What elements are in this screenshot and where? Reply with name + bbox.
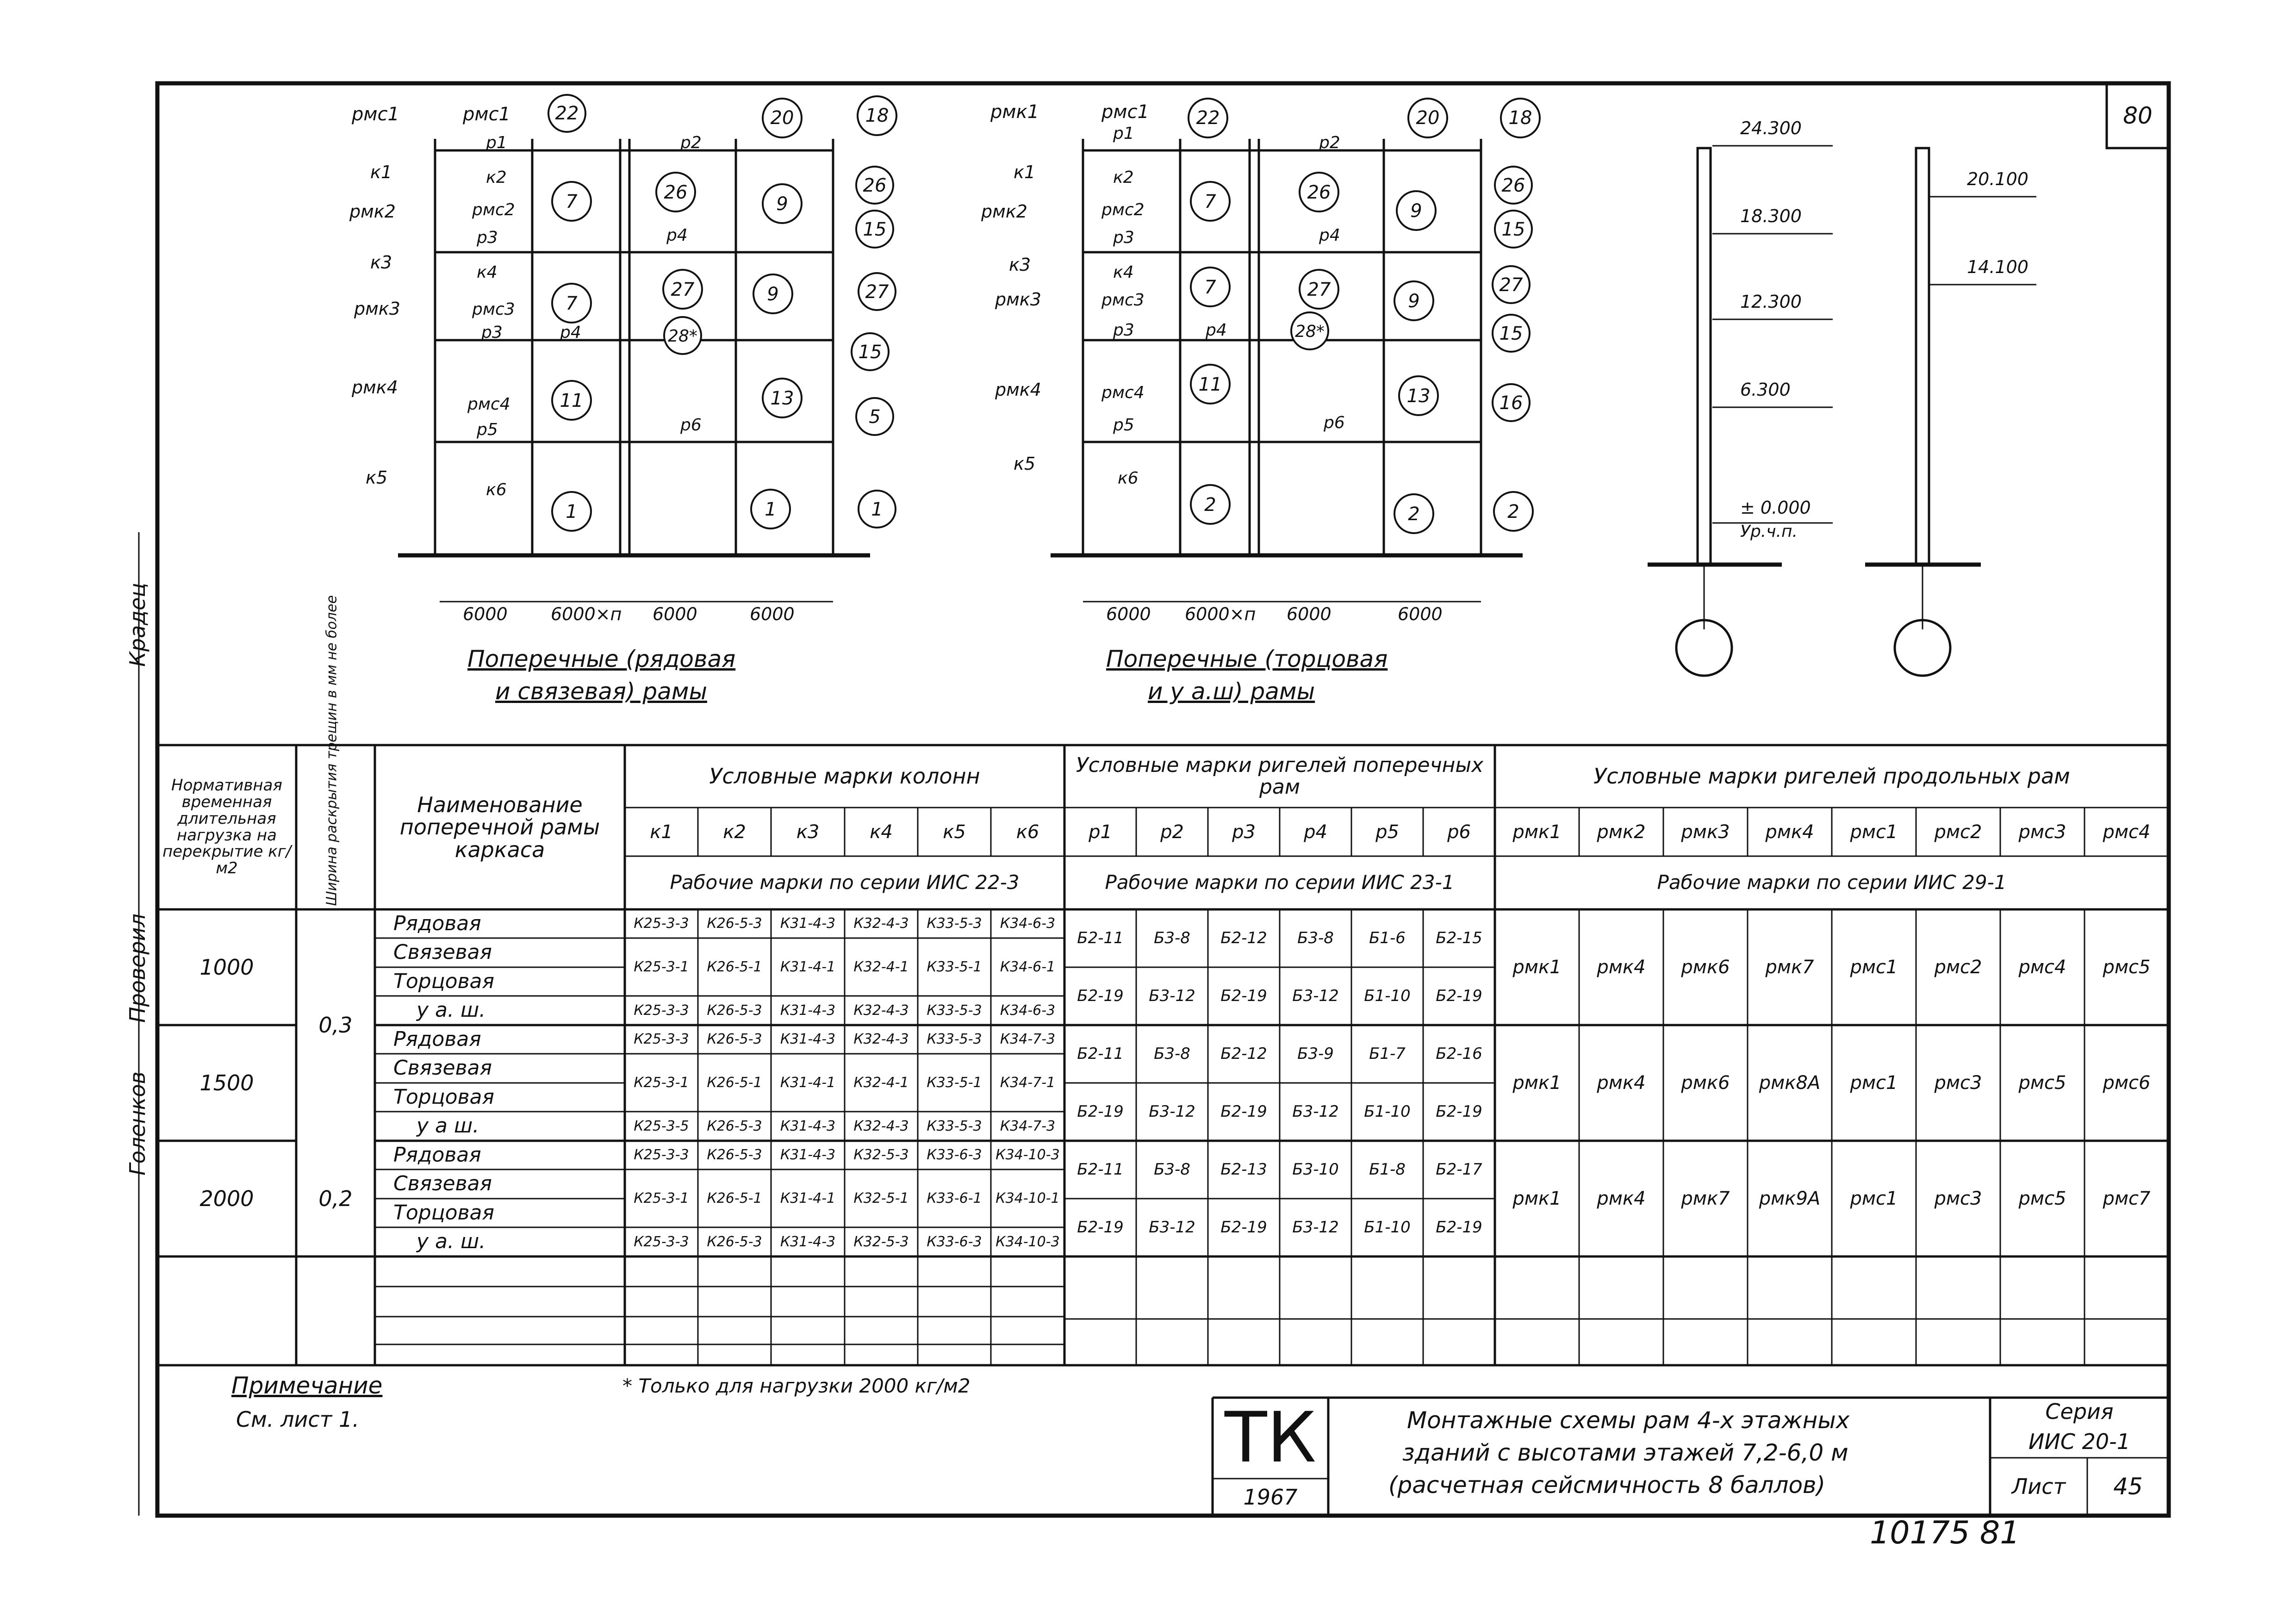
end-frame-caption-2: и у а.ш) рамы	[1148, 678, 1315, 705]
crossbar-working-mark: Б2-19	[1220, 1218, 1267, 1237]
member-mark: рмс3	[472, 300, 515, 319]
column-mark: к3	[370, 252, 392, 273]
column-working-mark: К33-5-1	[927, 958, 982, 975]
crossbar-working-mark: Б2-11	[1077, 1160, 1124, 1179]
longitudinal-working-mark: рмс2	[1934, 957, 1982, 978]
col-mark-header: к1	[650, 821, 673, 843]
column-working-mark: К34-10-3	[996, 1233, 1060, 1250]
bubble-number: 22	[555, 103, 579, 124]
frame-mark: рмс1	[463, 104, 511, 125]
frame-name: у а ш.	[417, 1114, 479, 1138]
long-mark-header: рмс3	[2018, 821, 2066, 843]
bubble-number: 9	[1408, 291, 1420, 312]
bar-mark-header: р2	[1160, 821, 1184, 843]
header-crossbars-series: Рабочие марки по серии ИИС 23-1	[1105, 871, 1455, 894]
header-frame-name: Наименование поперечной рамы каркаса	[399, 792, 600, 862]
column-working-mark: К34-10-3	[996, 1147, 1060, 1163]
member-mark: р4	[1319, 226, 1340, 245]
long-mark-header: рмк3	[1681, 821, 1730, 843]
frame-mark: рмк1	[990, 101, 1039, 123]
load-value: 2000	[199, 1186, 254, 1211]
bubble-number: 11	[560, 390, 584, 411]
longitudinal-working-mark: рмс4	[2018, 957, 2066, 978]
drawing-title-3: (расчетная сейсмичность 8 баллов)	[1388, 1472, 1826, 1499]
member-mark: к6	[1118, 469, 1139, 488]
long-mark-header: рмк1	[1512, 821, 1562, 843]
crossbar-working-mark: Б2-19	[1436, 986, 1482, 1005]
member-mark: р4	[560, 323, 581, 342]
bubble-number: 11	[1198, 374, 1222, 395]
bubble-number: 13	[770, 388, 794, 409]
column-working-mark: К33-5-3	[927, 1118, 982, 1134]
bar-mark-header: р5	[1375, 821, 1399, 843]
side-label: Проверил	[125, 914, 150, 1023]
crossbar-working-mark: Б2-19	[1436, 1102, 1482, 1121]
column-working-mark: К31-4-1	[780, 958, 836, 975]
column-working-mark: К31-4-1	[780, 1074, 836, 1091]
bubble-number: 28*	[668, 327, 697, 346]
long-mark-header: рмс4	[2103, 821, 2151, 843]
bubble-number: 20	[1416, 107, 1440, 129]
longitudinal-working-mark: рмс3	[1934, 1072, 1982, 1094]
column-working-mark: К31-4-3	[780, 1031, 836, 1048]
bubble-number: 1	[871, 499, 883, 520]
member-mark: р6	[680, 416, 702, 435]
member-mark: рмс2	[1101, 200, 1145, 219]
header-columns-series: Рабочие марки по серии ИИС 22-3	[670, 871, 1020, 894]
column-mark: рмк2	[981, 201, 1027, 222]
member-mark: р1	[486, 133, 507, 152]
column-working-mark: К34-6-3	[1000, 915, 1056, 932]
bubble-number: 13	[1406, 386, 1431, 407]
member-mark: рмс3	[1101, 291, 1145, 310]
long-mark-header: рмк2	[1597, 821, 1646, 843]
column-working-mark: К26-5-3	[707, 1031, 762, 1048]
column-working-mark: К26-5-1	[707, 1074, 762, 1091]
crossbar-working-mark: Б3-12	[1149, 1102, 1195, 1121]
frame-name: Рядовая	[393, 1143, 481, 1167]
column-working-mark: К33-6-3	[927, 1233, 982, 1250]
column-working-mark: К33-6-1	[927, 1190, 982, 1206]
column-mark: к3	[1009, 255, 1031, 275]
series-label: Серия	[2045, 1399, 2114, 1424]
longitudinal-working-mark: рмк1	[1512, 1072, 1562, 1094]
column-working-mark: К25-3-3	[634, 1031, 689, 1048]
column-working-mark: К33-5-3	[927, 1002, 982, 1019]
longitudinal-working-mark: рмк7	[1765, 957, 1814, 978]
series-value: ИИС 20-1	[2028, 1429, 2130, 1454]
column-working-mark: К25-3-3	[634, 1002, 689, 1019]
member-mark: р4	[666, 226, 688, 245]
member-mark: к4	[477, 263, 498, 282]
frame-name: Связевая	[393, 1056, 492, 1080]
longitudinal-working-mark: рмс1	[1850, 1072, 1898, 1094]
member-mark: р2	[1319, 133, 1340, 152]
column-mark: к1	[1014, 162, 1036, 182]
crossbar-working-mark: Б2-11	[1077, 1044, 1124, 1063]
crossbar-working-mark: Б2-19	[1220, 986, 1267, 1005]
crossbar-working-mark: Б3-10	[1292, 1160, 1339, 1179]
bar-mark-header: р6	[1447, 821, 1471, 843]
footnote: * Только для нагрузки 2000 кг/м2	[622, 1374, 971, 1397]
header-load: Нормативная временная длительная нагрузка на перекрытие кг/м2	[162, 776, 292, 877]
elevation-mark: 12.300	[1740, 292, 1802, 312]
bubble-number: 1	[765, 499, 777, 520]
column-working-mark: К26-5-3	[707, 1147, 762, 1163]
longitudinal-working-mark: рмк6	[1681, 1072, 1730, 1094]
dimension: 6000×п	[1185, 604, 1256, 624]
crossbar-working-mark: Б3-12	[1149, 986, 1195, 1005]
longitudinal-working-mark: рмк4	[1597, 1072, 1646, 1094]
crossbar-working-mark: Б2-19	[1077, 1102, 1124, 1121]
side-label: Голенков	[125, 1071, 150, 1175]
crossbar-working-mark: Б2-19	[1220, 1102, 1267, 1121]
side-label: Крадец	[125, 583, 150, 667]
longitudinal-working-mark: рмс6	[2103, 1072, 2151, 1094]
column-working-mark: К25-3-1	[634, 1190, 689, 1206]
sheet-value: 45	[2113, 1473, 2143, 1500]
column-working-mark: К31-4-3	[780, 1118, 836, 1134]
elevation-mark: Ур.ч.п.	[1740, 522, 1798, 541]
bar-mark-header: р4	[1304, 821, 1327, 843]
header-crack-width: Ширина раскрытия трещин в мм не более	[324, 595, 340, 906]
bubble-number: 9	[1410, 200, 1422, 222]
bubble-number: 26	[1501, 175, 1525, 196]
bubble-number: 9	[776, 193, 788, 215]
column-working-mark: К33-5-3	[927, 915, 982, 932]
row-frame-caption-2: и связевая) рамы	[495, 678, 707, 705]
header-crossbars: Условные марки ригелей поперечных рам	[1076, 753, 1484, 799]
sheet-label: Лист	[2011, 1474, 2066, 1499]
dimension: 6000	[1287, 604, 1332, 624]
elevation-mark: ± 0.000	[1740, 497, 1811, 518]
crossbar-working-mark: Б1-6	[1369, 928, 1406, 947]
column-working-mark: К25-3-1	[634, 958, 689, 975]
member-mark: р1	[1113, 124, 1134, 143]
bubble-number: 26	[863, 175, 887, 196]
archive-stamp: 10175 81	[1870, 1515, 2020, 1551]
bubble-number: 7	[1204, 191, 1216, 212]
bubble-number: 7	[1204, 277, 1216, 298]
col-mark-header: к3	[796, 821, 820, 843]
drawing-title-2: зданий с высотами этажей 7,2-6,0 м	[1402, 1439, 1848, 1466]
logo-tk: ТК	[1224, 1397, 1317, 1478]
dimension: 6000	[1106, 604, 1151, 624]
bubble-number: 27	[1499, 274, 1523, 296]
bubble-number: 15	[1501, 219, 1525, 240]
column-mark: рмк3	[354, 298, 400, 319]
column-working-mark: К33-6-3	[927, 1147, 982, 1163]
end-frame-caption-1: Поперечные (торцовая	[1106, 646, 1388, 672]
frame-mark: рмс1	[1101, 101, 1150, 123]
dimension: 6000	[750, 604, 795, 624]
frame-name: Рядовая	[393, 1027, 481, 1051]
column-working-mark: К32-5-1	[853, 1190, 909, 1206]
column-working-mark: К32-4-1	[853, 958, 909, 975]
member-mark: р5	[1113, 416, 1134, 435]
member-mark: к4	[1113, 263, 1134, 282]
bubble-number: 2	[1408, 504, 1420, 525]
frame-mark: рмс1	[352, 104, 400, 125]
column-working-mark: К26-5-3	[707, 1002, 762, 1019]
bubble-number: 7	[566, 191, 578, 212]
member-mark: к6	[486, 480, 507, 499]
crossbar-working-mark: Б1-10	[1364, 1102, 1411, 1121]
column-mark: к1	[370, 162, 392, 182]
column-working-mark: К31-4-1	[780, 1190, 836, 1206]
crossbar-working-mark: Б1-10	[1364, 1218, 1411, 1237]
crossbar-working-mark: Б2-15	[1436, 928, 1482, 947]
dimension: 6000×п	[551, 604, 622, 624]
crossbar-working-mark: Б2-17	[1436, 1160, 1482, 1179]
dimension: 6000	[463, 604, 508, 624]
bar-mark-header: р1	[1089, 821, 1112, 843]
longitudinal-working-mark: рмс5	[2018, 1188, 2066, 1209]
longitudinal-working-mark: рмк1	[1512, 1188, 1562, 1209]
elevation-mark: 20.100	[1967, 169, 2028, 189]
longitudinal-working-mark: рмк9А	[1759, 1188, 1821, 1209]
crossbar-working-mark: Б1-10	[1364, 986, 1411, 1005]
longitudinal-working-mark: рмк7	[1681, 1188, 1730, 1209]
bubble-number: 2	[1204, 494, 1216, 516]
column-working-mark: К25-3-5	[634, 1118, 689, 1134]
member-mark: рмс2	[472, 200, 515, 219]
elevation-mark: 6.300	[1740, 379, 1791, 400]
member-mark: р2	[680, 133, 702, 152]
column-mark: рмк3	[995, 289, 1041, 310]
crossbar-working-mark: Б3-12	[1292, 1102, 1339, 1121]
header-longitudinal: Условные марки ригелей продольных рам	[1593, 764, 2070, 789]
column-working-mark: К32-4-3	[853, 1031, 909, 1048]
column-working-mark: К34-7-3	[1000, 1031, 1056, 1048]
load-value: 1000	[199, 954, 254, 980]
header-longitudinal-series: Рабочие марки по серии ИИС 29-1	[1657, 871, 2007, 894]
column-working-mark: К26-5-3	[707, 1233, 762, 1250]
member-mark: р3	[481, 323, 503, 342]
col-mark-header: к4	[870, 821, 893, 843]
frame-name: Торцовая	[393, 969, 494, 993]
row-frame-caption-1: Поперечные (рядовая	[467, 646, 736, 672]
column-working-mark: К32-4-1	[853, 1074, 909, 1091]
longitudinal-working-mark: рмк1	[1512, 957, 1562, 978]
member-mark: рмс4	[467, 395, 510, 414]
bubble-number: 22	[1196, 107, 1220, 129]
column-working-mark: К26-5-1	[707, 958, 762, 975]
column-working-mark: К33-5-1	[927, 1074, 982, 1091]
column-working-mark: К31-4-3	[780, 1233, 836, 1250]
column-working-mark: К32-4-3	[853, 915, 909, 932]
elevation-mark: 18.300	[1740, 206, 1802, 226]
frame-name: Рядовая	[393, 911, 481, 935]
column-mark: к5	[1014, 454, 1036, 474]
column-mark: к5	[366, 467, 388, 488]
bubble-number: 27	[671, 279, 695, 300]
header-columns: Условные марки колонн	[709, 764, 980, 789]
longitudinal-working-mark: рмк6	[1681, 957, 1730, 978]
bubble-number: 26	[1307, 182, 1331, 203]
longitudinal-working-mark: рмс5	[2103, 957, 2151, 978]
crossbar-working-mark: Б2-13	[1220, 1160, 1267, 1179]
column-working-mark: К31-4-3	[780, 1002, 836, 1019]
longitudinal-working-mark: рмк4	[1597, 957, 1646, 978]
note-title: Примечание	[231, 1372, 383, 1399]
logo-year: 1967	[1243, 1484, 1298, 1510]
crossbar-working-mark: Б2-12	[1220, 1044, 1267, 1063]
column-mark: рмк4	[352, 377, 398, 398]
frame-name: Торцовая	[393, 1085, 494, 1109]
bubble-number: 15	[858, 342, 882, 363]
elevation-mark: 24.300	[1740, 118, 1802, 138]
crossbar-working-mark: Б2-12	[1220, 928, 1267, 947]
crossbar-working-mark: Б1-8	[1369, 1160, 1406, 1179]
column-working-mark: К31-4-3	[780, 915, 836, 932]
col-mark-header: к2	[723, 821, 746, 843]
column-working-mark: К26-5-3	[707, 915, 762, 932]
member-mark: р3	[1113, 321, 1134, 340]
column-working-mark: К25-3-1	[634, 1074, 689, 1091]
crack-value: 0,3	[318, 1012, 353, 1038]
bubble-number: 9	[767, 284, 779, 305]
bubble-number: 18	[1508, 107, 1532, 129]
bar-mark-header: р3	[1232, 821, 1256, 843]
crossbar-working-mark: Б3-12	[1149, 1218, 1195, 1237]
page-number: 80	[2123, 102, 2153, 129]
member-mark: к2	[1113, 168, 1134, 187]
column-working-mark: К34-7-1	[1000, 1074, 1056, 1091]
column-mark: рмк2	[349, 201, 396, 222]
member-mark: р6	[1324, 413, 1345, 432]
bubble-number: 16	[1499, 392, 1523, 414]
member-mark: р3	[1113, 228, 1134, 247]
crossbar-working-mark: Б3-12	[1292, 986, 1339, 1005]
long-mark-header: рмк4	[1765, 821, 1814, 843]
column-working-mark: К32-4-3	[853, 1118, 909, 1134]
long-mark-header: рмс2	[1934, 821, 1982, 843]
crossbar-working-mark: Б3-9	[1297, 1044, 1334, 1063]
elevation-mark: 14.100	[1967, 257, 2028, 277]
longitudinal-working-mark: рмк4	[1597, 1188, 1646, 1209]
member-mark: р3	[477, 228, 498, 247]
member-mark: рмс4	[1101, 383, 1145, 402]
crossbar-working-mark: Б2-19	[1077, 1218, 1124, 1237]
frame-name: Связевая	[393, 1172, 492, 1196]
crossbar-working-mark: Б3-8	[1154, 1044, 1190, 1063]
longitudinal-working-mark: рмс1	[1850, 957, 1898, 978]
col-mark-header: к6	[1016, 821, 1039, 843]
long-mark-header: рмс1	[1850, 821, 1898, 843]
frame-name: Торцовая	[393, 1200, 494, 1225]
column-working-mark: К34-7-3	[1000, 1118, 1056, 1134]
column-sections	[1648, 146, 2036, 676]
bubble-number: 27	[1307, 279, 1331, 300]
bubble-number: 1	[566, 501, 578, 522]
dimension: 6000	[653, 604, 697, 624]
bubble-number: 20	[770, 107, 794, 129]
crossbar-working-mark: Б3-12	[1292, 1218, 1339, 1237]
longitudinal-working-mark: рмс5	[2018, 1072, 2066, 1094]
column-working-mark: К31-4-3	[780, 1147, 836, 1163]
crack-value: 0,2	[318, 1186, 353, 1211]
column-working-mark: К33-5-3	[927, 1031, 982, 1048]
bubble-number: 18	[865, 105, 889, 126]
drawing-title-1: Монтажные схемы рам 4-х этажных	[1407, 1407, 1850, 1434]
column-working-mark: К26-5-3	[707, 1118, 762, 1134]
crossbar-working-mark: Б2-19	[1436, 1218, 1482, 1237]
column-working-mark: К32-5-3	[853, 1233, 909, 1250]
longitudinal-working-mark: рмс1	[1850, 1188, 1898, 1209]
frame-name: у а. ш.	[417, 1230, 486, 1254]
member-mark: р4	[1206, 321, 1227, 340]
column-working-mark: К34-10-1	[996, 1190, 1060, 1206]
column-working-mark: К25-3-3	[634, 1233, 689, 1250]
load-value: 1500	[199, 1070, 254, 1095]
member-mark: р5	[477, 420, 498, 439]
bubble-number: 7	[566, 293, 578, 314]
col-mark-header: к5	[943, 821, 966, 843]
column-working-mark: К25-3-3	[634, 915, 689, 932]
bubble-number: 15	[863, 219, 887, 240]
crossbar-working-mark: Б2-16	[1436, 1044, 1482, 1063]
dimension: 6000	[1398, 604, 1443, 624]
column-working-mark: К34-6-3	[1000, 1002, 1056, 1019]
column-mark: рмк4	[995, 379, 1041, 400]
crossbar-working-mark: Б3-8	[1297, 928, 1334, 947]
note-text: См. лист 1.	[236, 1407, 359, 1432]
column-working-mark: К32-5-3	[853, 1147, 909, 1163]
bubble-number: 2	[1507, 501, 1519, 522]
bubble-number: 15	[1499, 323, 1523, 344]
member-mark: к2	[486, 168, 507, 187]
column-working-mark: К26-5-1	[707, 1190, 762, 1206]
longitudinal-working-mark: рмс3	[1934, 1188, 1982, 1209]
bubble-number: 26	[664, 182, 688, 203]
column-working-mark: К32-4-3	[853, 1002, 909, 1019]
crossbar-working-mark: Б2-11	[1077, 928, 1124, 947]
bubble-number: 27	[865, 281, 889, 303]
crossbar-working-mark: Б3-8	[1154, 928, 1190, 947]
crossbar-working-mark: Б2-19	[1077, 986, 1124, 1005]
frame-name: у а. ш.	[417, 998, 486, 1022]
frame-name: Связевая	[393, 940, 492, 964]
longitudinal-working-mark: рмс7	[2103, 1188, 2151, 1209]
crossbar-working-mark: Б1-7	[1369, 1044, 1406, 1063]
bubble-number: 28*	[1295, 322, 1325, 341]
column-working-mark: К34-6-1	[1000, 958, 1056, 975]
longitudinal-working-mark: рмк8А	[1759, 1072, 1821, 1094]
crossbar-working-mark: Б3-8	[1154, 1160, 1190, 1179]
bubble-number: 5	[869, 406, 881, 428]
column-working-mark: К25-3-3	[634, 1147, 689, 1163]
